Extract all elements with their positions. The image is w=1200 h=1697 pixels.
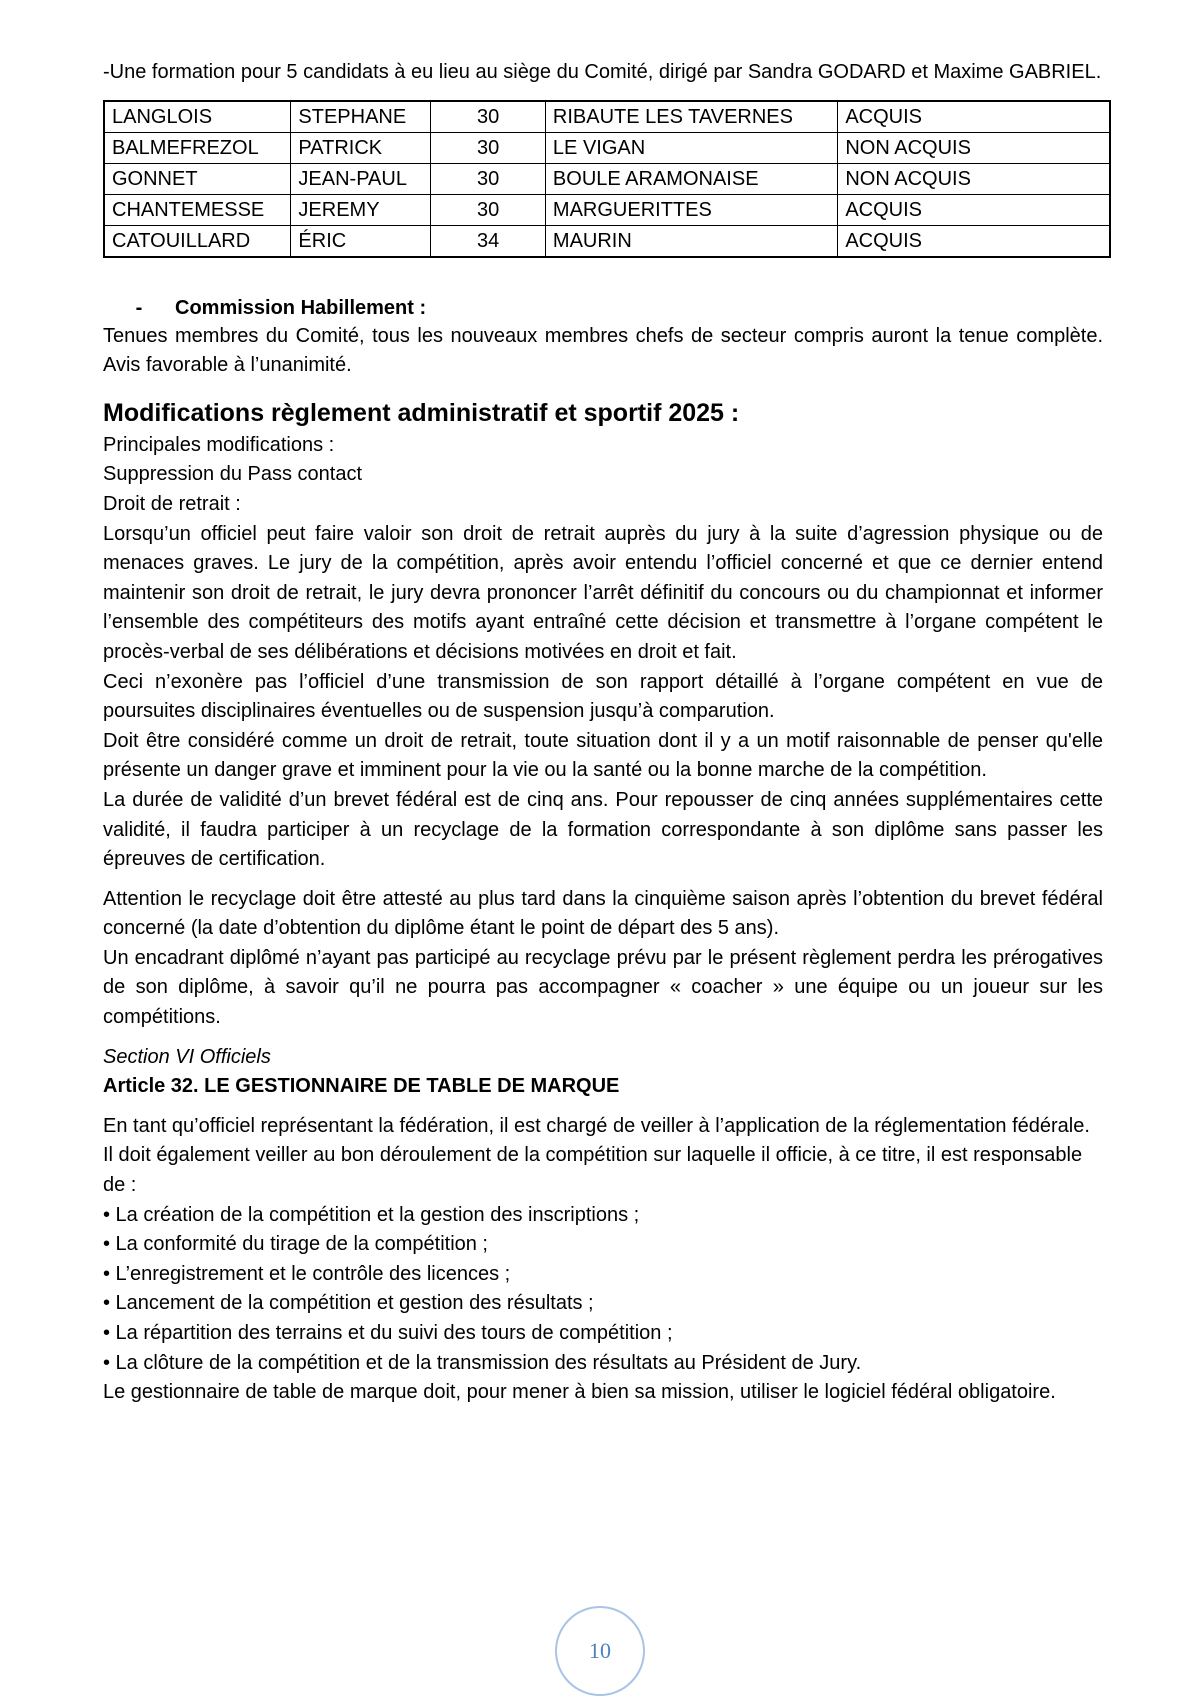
candidate-department: 34 xyxy=(431,225,546,257)
candidate-club: BOULE ARAMONAISE xyxy=(545,163,837,194)
candidate-club: LE VIGAN xyxy=(545,132,837,163)
paragraph: Suppression du Pass contact xyxy=(103,463,363,486)
candidate-department: 30 xyxy=(431,101,546,133)
paragraph: Lorsqu’un officiel peut faire valoir son droit de retrait auprès du jury à la suite d’agression physique ou de menaces graves. Le jury de la compétition, après avoir entendu l’officiel concerné et que ce dernier entend maintenir son droit de retrait, le jury devra prononcer l’arrêt définitif du concours ou du championnat et informer l’ensemble des compétiteurs des motifs ayant entraîné cette décision et transmettre à l’organe compétent le procès-verbal de ses délibérations et décisions motivées en droit et fait. xyxy=(103,522,1103,663)
table-row xyxy=(104,101,1110,133)
paragraph: Attention le recyclage doit être attesté au plus tard dans la cinquième saison après l’obtention du brevet fédéral concerné (la date d’obtention du diplôme étant le point de départ des 5 ans). xyxy=(103,887,1103,940)
candidate-result: ACQUIS xyxy=(838,101,1110,133)
list-item: • La conformité du tirage de la compétition ; xyxy=(103,1233,488,1256)
page-number: 10 xyxy=(555,1606,645,1696)
candidate-club: MARGUERITTES xyxy=(545,194,837,225)
commission-text: Tenues membres du Comité, tous les nouveaux membres chefs de secteur compris auront la tenue complète. Avis favorable à l’unanimité. xyxy=(103,324,1103,377)
candidate-result: ACQUIS xyxy=(838,194,1110,225)
paragraph: Un encadrant diplômé n’ayant pas participé au recyclage prévu par le présent règlement perdra les prérogatives de son diplôme, à savoir qu’il ne pourra pas accompagner « coacher » une équipe ou un joueur sur les compétitions. xyxy=(103,946,1103,1029)
candidate-club: MAURIN xyxy=(545,225,837,257)
intro-paragraph: -Une formation pour 5 candidats à eu lieu au siège du Comité, dirigé par Sandra GODARD et Maxime GABRIEL. xyxy=(103,61,1102,83)
candidate-last-name: GONNET xyxy=(104,163,291,194)
list-item: • La répartition des terrains et du suivi des tours de compétition ; xyxy=(103,1322,673,1344)
paragraph: Ceci n’exonère pas l’officiel d’une transmission de son rapport détaillé à l’organe compétent en vue de poursuites disciplinaires éventuelles ou de suspension jusqu’à comparution. xyxy=(103,670,1103,723)
modifications-heading: Modifications règlement administratif et sportif 2025 : xyxy=(103,398,740,427)
candidate-last-name: LANGLOIS xyxy=(104,101,291,133)
candidate-result: NON ACQUIS xyxy=(838,132,1110,163)
document-page xyxy=(103,58,1103,1408)
commission-habillement-heading xyxy=(103,294,1103,322)
paragraph: La durée de validité d’un brevet fédéral est de cinq ans. Pour repousser de cinq années supplémentaires cette validité, il faudra participer à un recyclage de la formation correspondante à son diplôme sans passer les épreuves de certification. xyxy=(103,788,1103,871)
paragraph: Doit être considéré comme un droit de retrait, toute situation dont il y a un motif raisonnable de penser qu'elle présente un danger grave et imminent pour la vie ou la santé ou la bonne marche de la compétition. xyxy=(103,729,1103,782)
closing-paragraph: Le gestionnaire de table de marque doit, pour mener à bien sa mission, utiliser le logiciel fédéral obligatoire. xyxy=(103,1381,1056,1404)
candidate-department: 30 xyxy=(431,163,546,194)
candidate-first-name: STEPHANE xyxy=(291,101,431,133)
candidate-result: ACQUIS xyxy=(838,225,1110,257)
table-row xyxy=(104,225,1110,257)
candidate-first-name: JEREMY xyxy=(291,194,431,225)
article-intro: En tant qu’officiel représentant la fédération, il est chargé de veiller à l’application de la réglementation fédérale. Il doit également veiller au bon déroulement de la compétition sur laquelle il officie, à ce titre, il est responsable de : xyxy=(103,1114,1090,1197)
list-item: • La clôture de la compétition et de la transmission des résultats au Président de Jury. xyxy=(103,1351,862,1374)
candidate-first-name: JEAN-PAUL xyxy=(291,163,431,194)
candidate-last-name: CHANTEMESSE xyxy=(104,194,291,225)
table-row xyxy=(104,194,1110,225)
list-item: • La création de la compétition et la gestion des inscriptions ; xyxy=(103,1203,640,1226)
candidates-table xyxy=(103,100,1111,258)
section-label: Section VI Officiels xyxy=(103,1045,271,1068)
candidate-first-name: ÉRIC xyxy=(291,225,431,257)
table-row xyxy=(104,163,1110,194)
paragraph: Principales modifications : xyxy=(103,433,335,456)
list-dash: - xyxy=(135,296,143,319)
table-row xyxy=(104,132,1110,163)
candidate-result: NON ACQUIS xyxy=(838,163,1110,194)
candidate-department: 30 xyxy=(431,194,546,225)
list-item: • L’enregistrement et le contrôle des licences ; xyxy=(103,1262,511,1285)
candidate-department: 30 xyxy=(431,132,546,163)
paragraph: Droit de retrait : xyxy=(103,492,241,515)
candidate-last-name: BALMEFREZOL xyxy=(104,132,291,163)
list-item: • Lancement de la compétition et gestion des résultats ; xyxy=(103,1292,594,1315)
commission-title: Commission Habillement : xyxy=(175,296,427,319)
candidate-last-name: CATOUILLARD xyxy=(104,225,291,257)
candidate-club: RIBAUTE LES TAVERNES xyxy=(545,101,837,133)
article-title: Article 32. LE GESTIONNAIRE DE TABLE DE MARQUE xyxy=(103,1075,620,1098)
candidate-first-name: PATRICK xyxy=(291,132,431,163)
